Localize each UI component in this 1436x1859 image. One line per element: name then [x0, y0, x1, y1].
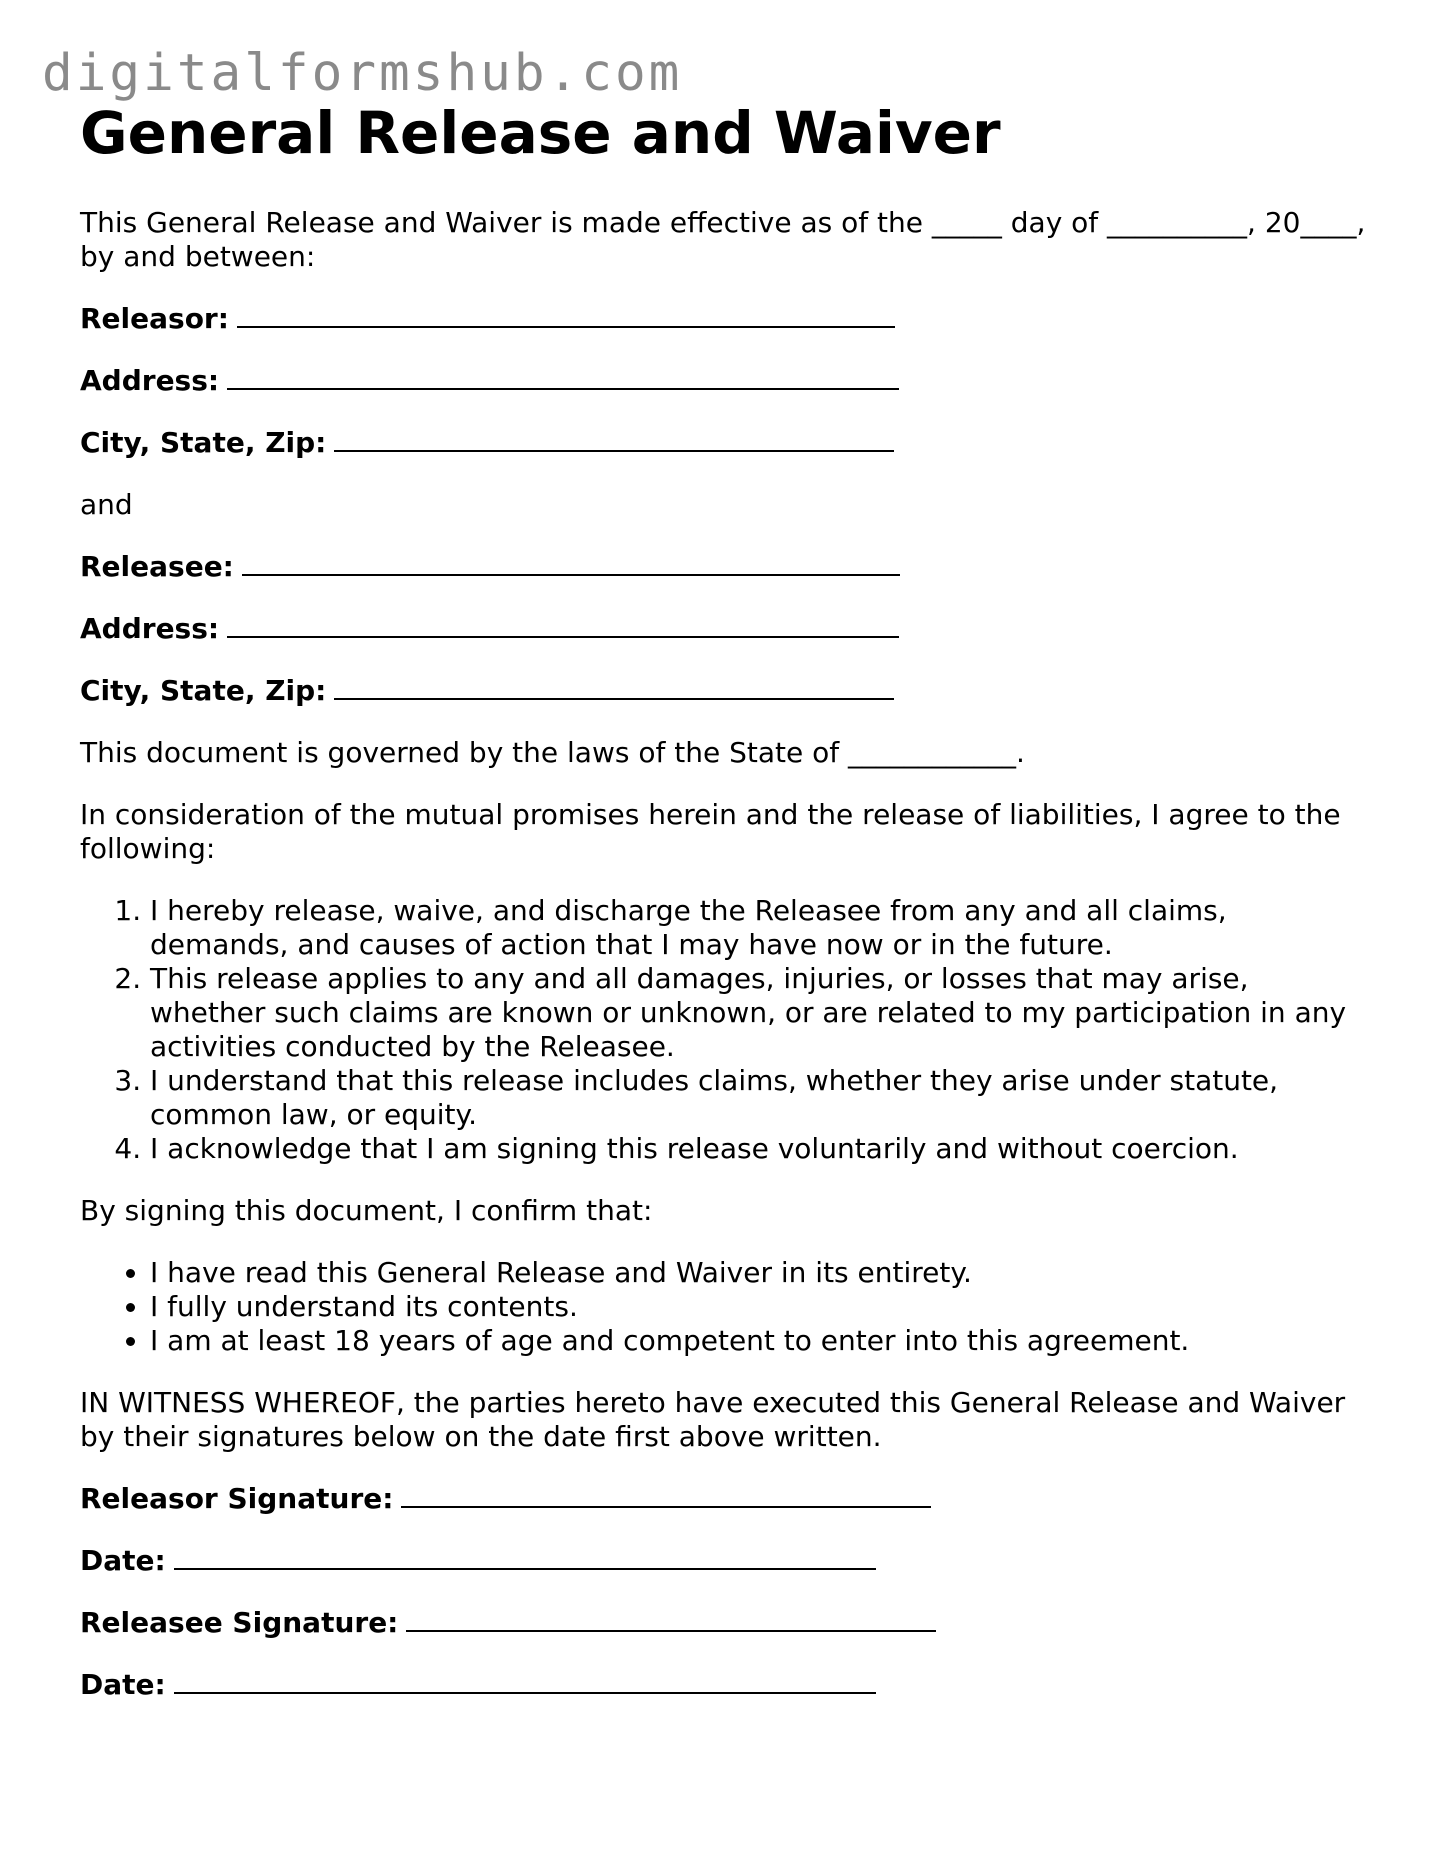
list-item: • I have read this General Release and Waiver in its entirety.: [150, 1256, 1370, 1290]
releasor-signature-label: Releasor Signature:: [80, 1482, 394, 1515]
terms-list: [80, 894, 1370, 1166]
releasor-city-line[interactable]: [334, 426, 894, 452]
releasor-name-line[interactable]: [237, 302, 895, 328]
releasee-address-field: [80, 612, 1370, 646]
releasor-date-line[interactable]: [174, 1544, 876, 1570]
releasee-date-field: [80, 1668, 1370, 1702]
releasor-address-field: [80, 364, 1370, 398]
releasor-city-field: [80, 426, 1370, 460]
consideration-paragraph: In consideration of the mutual promises herein and the release of liabilities, I agree to the following:: [80, 798, 1341, 865]
releasor-signature-line[interactable]: [401, 1482, 931, 1508]
releasor-name-label: Releasor:: [80, 302, 229, 335]
releasor-address-line[interactable]: [227, 364, 899, 390]
document-title: General Release and Waiver: [80, 99, 1001, 167]
document: [80, 98, 1370, 1730]
releasee-signature-label: Releasee Signature:: [80, 1606, 399, 1639]
list-item: 2. This release applies to any and all damages, injuries, or losses that may arise, whether such claims are known or unknown, or are related to my participation in any activities conducted by the Releasee.: [150, 962, 1370, 1064]
list-item: 1. I hereby release, waive, and discharge the Releasee from any and all claims, demands, and causes of action that I may have now or in the future.: [150, 894, 1370, 962]
releasor-date-field: [80, 1544, 1370, 1578]
releasee-signature-field: [80, 1606, 1370, 1640]
releasee-address-label: Address:: [80, 612, 220, 645]
witness-paragraph: IN WITNESS WHEREOF, the parties hereto have executed this General Release and Waiver by their signatures below on the date first above written.: [80, 1386, 1346, 1453]
releasee-signature-line[interactable]: [406, 1606, 936, 1632]
releasee-address-line[interactable]: [227, 612, 899, 638]
list-item: • I am at least 18 years of age and competent to enter into this agreement.: [150, 1324, 1370, 1358]
releasor-signature-field: [80, 1482, 1370, 1516]
releasee-city-field: [80, 674, 1370, 708]
list-item: 3. I understand that this release includes claims, whether they arise under statute, common law, or equity.: [150, 1064, 1370, 1132]
releasor-name-field: [80, 302, 1370, 336]
confirmations-list: [80, 1256, 1370, 1358]
releasee-city-label: City, State, Zip:: [80, 674, 327, 707]
releasee-name-field: [80, 550, 1370, 584]
governing-law-paragraph: This document is governed by the laws of the State of ____________.: [80, 736, 1025, 769]
releasor-city-label: City, State, Zip:: [80, 426, 327, 459]
releasee-name-label: Releasee:: [80, 550, 234, 583]
releasee-city-line[interactable]: [334, 674, 894, 700]
releasee-name-line[interactable]: [242, 550, 900, 576]
intro-paragraph: This General Release and Waiver is made effective as of the _____ day of __________, 20____, by and between:: [80, 206, 1366, 273]
and-text: and: [80, 488, 133, 521]
releasor-date-label: Date:: [80, 1544, 166, 1577]
watermark: digitalformshub.com: [42, 44, 683, 103]
releasee-date-label: Date:: [80, 1668, 166, 1701]
list-item: • I fully understand its contents.: [150, 1290, 1370, 1324]
confirm-intro: By signing this document, I confirm that:: [80, 1194, 653, 1227]
releasor-address-label: Address:: [80, 364, 220, 397]
list-item: 4. I acknowledge that I am signing this release voluntarily and without coercion.: [150, 1132, 1370, 1166]
releasee-date-line[interactable]: [174, 1668, 876, 1694]
